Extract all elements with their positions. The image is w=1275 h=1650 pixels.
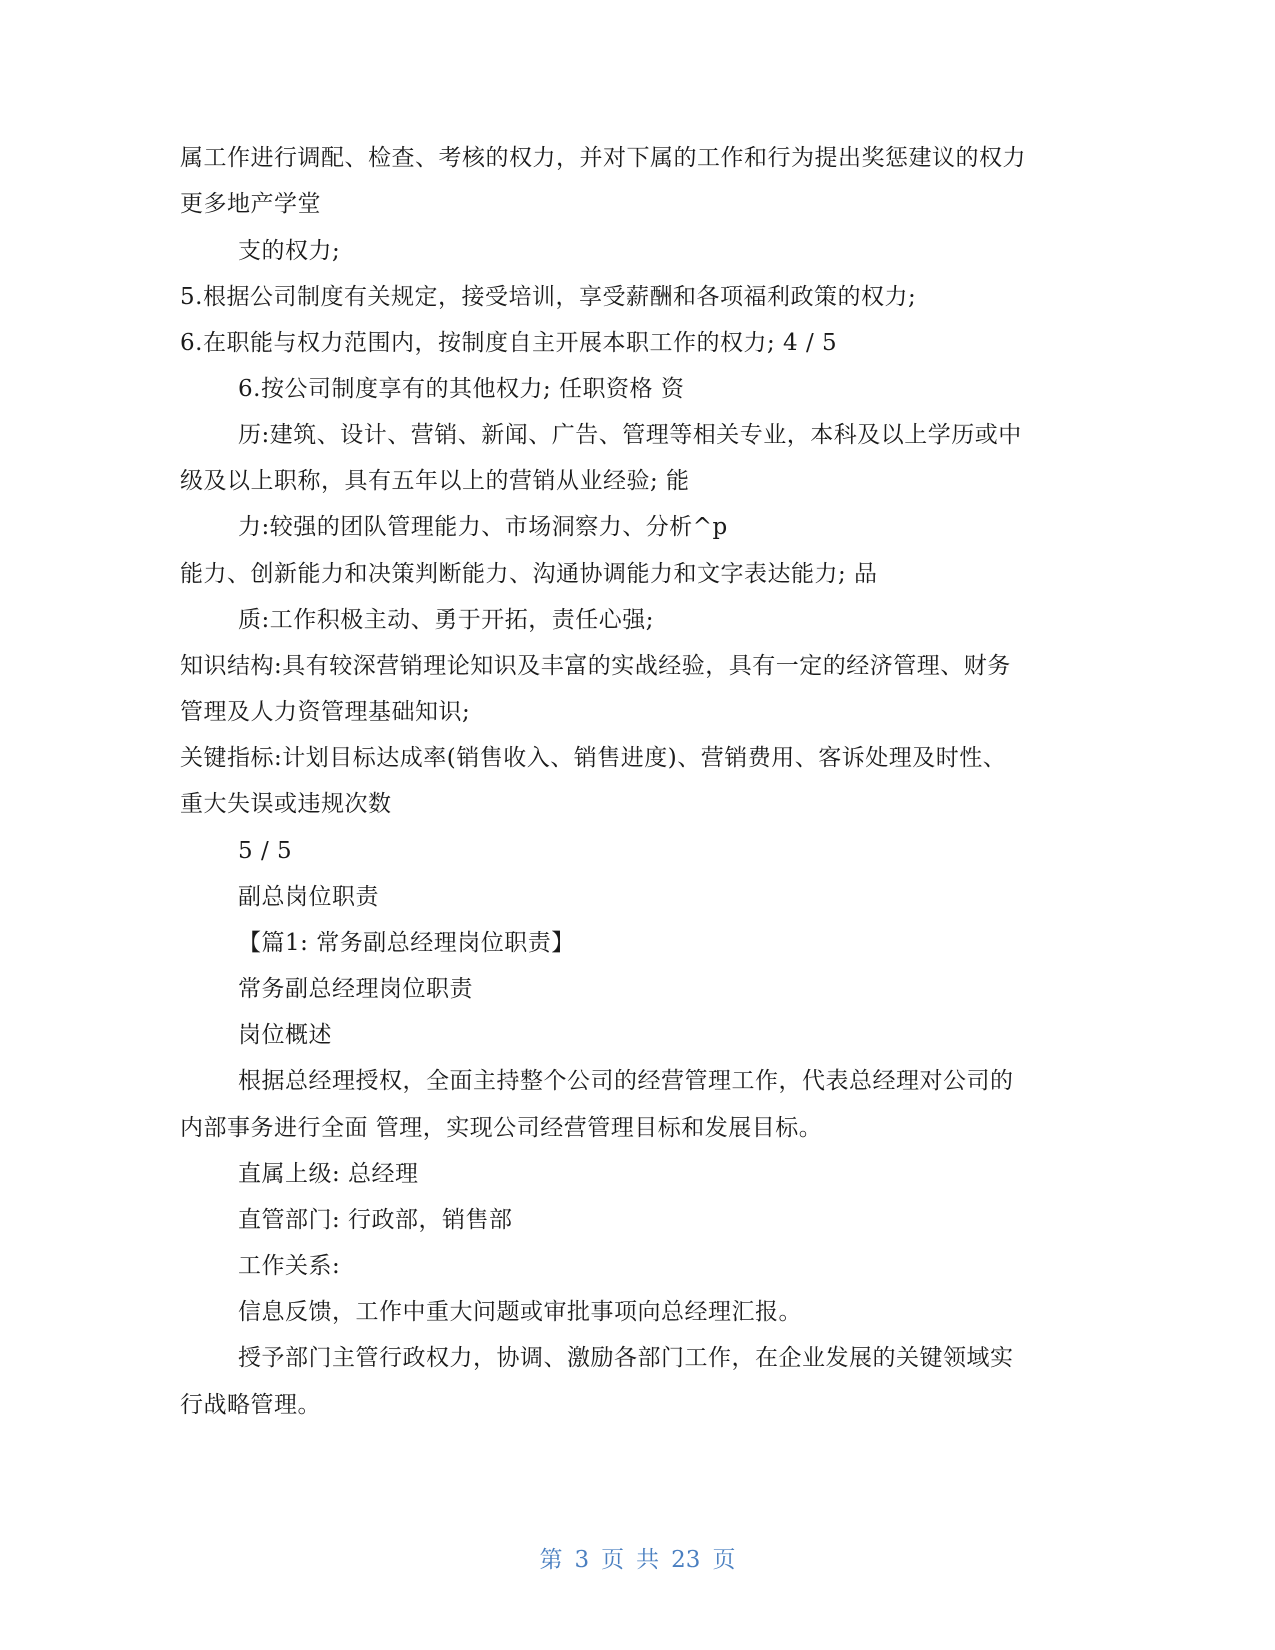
text-line: 管理及人力资管理基础知识; — [180, 699, 471, 725]
text-line: 直属上级: 总经理 — [238, 1161, 419, 1187]
text-line: 6.在职能与权力范围内，按制度自主开展本职工作的权力; 4 / 5 — [180, 330, 838, 356]
section-heading: 副总岗位职责 — [238, 884, 379, 910]
footer-page-number: 3 — [574, 1547, 590, 1573]
text-line: 内部事务进行全面 管理，实现公司经营管理目标和发展目标。 — [180, 1115, 823, 1141]
section-heading: 【篇1: 常务副总经理岗位职责】 — [238, 930, 575, 956]
page-footer — [0, 1545, 1275, 1575]
text-line: 关键指标:计划目标达成率(销售收入、销售进度)、营销费用、客诉处理及时性、 — [180, 745, 1007, 771]
text-line: 更多地产学堂 — [180, 191, 321, 217]
footer-total-pages: 23 — [671, 1547, 701, 1573]
text-line: 知识结构:具有较深营销理论知识及丰富的实战经验，具有一定的经济管理、财务 — [180, 653, 1011, 679]
text-line: 根据总经理授权，全面主持整个公司的经营管理工作，代表总经理对公司的 — [238, 1068, 1014, 1094]
text-line: 5.根据公司制度有关规定，接受培训，享受薪酬和各项福利政策的权力; — [180, 284, 917, 310]
text-line: 质:工作积极主动、勇于开拓，责任心强; — [238, 607, 654, 633]
footer-middle-1: 页 — [601, 1547, 625, 1573]
text-line: 力:较强的团队管理能力、市场洞察力、分析^p — [238, 514, 728, 540]
page-marker: 5 / 5 — [238, 838, 293, 864]
text-line: 重大失误或违规次数 — [180, 791, 392, 817]
text-line: 授予部门主管行政权力，协调、激励各部门工作，在企业发展的关键领域实 — [238, 1345, 1014, 1371]
text-line: 属工作进行调配、检查、考核的权力，并对下属的工作和行为提出奖惩建议的权力 — [180, 145, 1026, 171]
text-line: 级及以上职称，具有五年以上的营销从业经验; 能 — [180, 468, 690, 494]
section-heading: 岗位概述 — [238, 1022, 332, 1048]
text-line: 支的权力; — [238, 238, 341, 264]
footer-prefix: 第 — [539, 1547, 563, 1573]
text-line: 6.按公司制度享有的其他权力; 任职资格 资 — [238, 376, 685, 402]
text-line: 工作关系: — [238, 1253, 341, 1279]
section-heading: 常务副总经理岗位职责 — [238, 976, 473, 1002]
text-line: 能力、创新能力和决策判断能力、沟通协调能力和文字表达能力; 品 — [180, 561, 878, 587]
footer-suffix: 页 — [712, 1547, 736, 1573]
text-line: 历:建筑、设计、营销、新闻、广告、管理等相关专业，本科及以上学历或中 — [238, 422, 1022, 448]
text-line: 直管部门: 行政部，销售部 — [238, 1207, 513, 1233]
text-line: 行战略管理。 — [180, 1392, 321, 1418]
text-line: 信息反馈，工作中重大问题或审批事项向总经理汇报。 — [238, 1299, 802, 1325]
footer-middle-2: 共 — [636, 1547, 660, 1573]
